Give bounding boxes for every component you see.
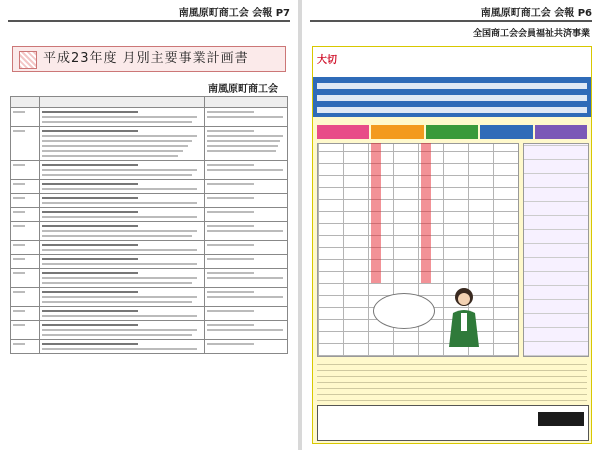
text-line (207, 343, 254, 345)
text-line (42, 310, 138, 312)
highlight-column (371, 143, 381, 283)
text-line (207, 258, 254, 260)
plan-tabs (317, 125, 587, 139)
table-cell (40, 269, 205, 288)
text-line (42, 202, 197, 204)
table-cell (40, 288, 205, 307)
text-line (42, 324, 138, 326)
text-line (13, 324, 25, 326)
table-cell (11, 208, 40, 222)
table-cell (11, 127, 40, 161)
insurance-flyer (312, 46, 592, 444)
table-cell (11, 108, 40, 127)
text-line (42, 111, 138, 113)
right-page (302, 0, 600, 450)
text-line (207, 111, 254, 113)
table-row (11, 288, 288, 307)
table-cell (40, 255, 205, 269)
text-line (13, 272, 25, 274)
table-cell (40, 208, 205, 222)
plan-tab (317, 125, 369, 139)
plan-tab (426, 125, 478, 139)
table-row (11, 194, 288, 208)
text-line (13, 343, 25, 345)
text-line (42, 150, 183, 152)
text-line (207, 324, 254, 326)
text-line (13, 291, 25, 293)
text-line (13, 111, 25, 113)
table-cell (205, 208, 288, 222)
text-line (42, 130, 138, 132)
text-line (42, 216, 197, 218)
table-cell (11, 194, 40, 208)
text-line (42, 140, 192, 142)
period-stripe (317, 95, 587, 101)
text-line (42, 188, 197, 190)
table-cell (205, 108, 288, 127)
page-subheader: 全国商工会会員福祉共済事業 (472, 29, 590, 39)
text-line (42, 272, 138, 274)
text-line (207, 140, 280, 142)
text-line (42, 329, 197, 331)
text-line (13, 197, 25, 199)
table-row (11, 161, 288, 180)
text-line (207, 116, 283, 118)
table-row (11, 108, 288, 127)
table-row (11, 127, 288, 161)
text-line (207, 225, 254, 227)
text-line (13, 183, 25, 185)
table-row (11, 241, 288, 255)
text-line (42, 258, 138, 260)
period-stripe (317, 83, 587, 89)
table-cell (205, 340, 288, 354)
text-line (207, 183, 254, 185)
table-cell (40, 108, 205, 127)
text-line (42, 183, 138, 185)
table-cell (11, 269, 40, 288)
table-cell (205, 222, 288, 241)
table-cell (40, 194, 205, 208)
table-cell (11, 161, 40, 180)
table-cell (205, 307, 288, 321)
plan-tab (480, 125, 532, 139)
text-line (207, 135, 283, 137)
table-cell (11, 180, 40, 194)
text-line (42, 235, 192, 237)
text-line (42, 343, 138, 345)
flyer-headline-band (313, 47, 591, 77)
text-line (42, 197, 138, 199)
plan-tab (535, 125, 587, 139)
header-cell (11, 97, 40, 108)
text-line (42, 135, 197, 137)
table-header-row (11, 97, 288, 108)
table-cell (40, 127, 205, 161)
period-stripe (317, 107, 587, 113)
page-header: 南風原町商工会 会報 P7 (178, 8, 290, 19)
text-line (207, 130, 254, 132)
organization-name: 南風原町商工会 (208, 84, 278, 95)
text-line (207, 145, 278, 147)
header-cell (40, 97, 205, 108)
table-cell (205, 288, 288, 307)
table-cell (205, 321, 288, 340)
text-line (42, 291, 138, 293)
speech-bubble (373, 293, 435, 329)
contact-box (317, 405, 589, 441)
text-line (207, 211, 254, 213)
text-line (42, 244, 138, 246)
text-line (13, 225, 25, 227)
table-cell (40, 241, 205, 255)
text-line (207, 329, 283, 331)
table-row (11, 321, 288, 340)
table-cell (205, 127, 288, 161)
text-line (42, 315, 197, 317)
person-illustration (443, 285, 485, 351)
text-line (207, 244, 254, 246)
table-cell (11, 222, 40, 241)
text-line (42, 334, 192, 336)
table-cell (40, 222, 205, 241)
table-row (11, 340, 288, 354)
table-row (11, 222, 288, 241)
text-line (42, 225, 138, 227)
table-cell (11, 321, 40, 340)
table-cell (205, 269, 288, 288)
text-line (13, 310, 25, 312)
text-line (207, 291, 254, 293)
table-row (11, 269, 288, 288)
text-line (207, 150, 276, 152)
text-line (207, 169, 283, 171)
text-line (13, 130, 25, 132)
table-cell (11, 288, 40, 307)
table-cell (205, 161, 288, 180)
header-rule (8, 20, 290, 22)
text-line (207, 230, 283, 232)
text-line (42, 121, 192, 123)
page-header: 南風原町商工会 会報 P6 (480, 8, 592, 19)
text-line (42, 116, 197, 118)
text-line (207, 310, 254, 312)
table-cell (40, 161, 205, 180)
table-cell (11, 307, 40, 321)
fine-print (317, 359, 587, 401)
table-cell (40, 340, 205, 354)
text-line (42, 249, 197, 251)
text-line (207, 296, 283, 298)
table-row (11, 255, 288, 269)
text-line (42, 174, 192, 176)
side-plan-table (523, 143, 589, 357)
table-row (11, 208, 288, 222)
flyer-period-band (313, 77, 591, 117)
header-cell (205, 97, 288, 108)
flyer-headline-accent: 大切 (317, 55, 337, 66)
text-line (42, 230, 197, 232)
text-line (42, 169, 197, 171)
text-line (42, 277, 197, 279)
table-cell (11, 255, 40, 269)
text-line (42, 301, 192, 303)
table-cell (11, 241, 40, 255)
text-line (13, 244, 25, 246)
text-line (42, 145, 188, 147)
left-page (0, 0, 298, 450)
table-cell (40, 180, 205, 194)
table-body (11, 108, 288, 354)
text-line (42, 211, 138, 213)
text-line (207, 197, 254, 199)
text-line (13, 164, 25, 166)
table-row (11, 180, 288, 194)
text-line (207, 164, 254, 166)
table-cell (40, 321, 205, 340)
text-line (207, 277, 283, 279)
highlight-column (421, 143, 431, 283)
schedule-table (10, 96, 288, 354)
text-line (207, 272, 254, 274)
text-line (42, 155, 178, 157)
table-cell (205, 180, 288, 194)
text-line (42, 164, 138, 166)
document-title: 平成23年度 月別主要事業計画書 (12, 46, 286, 72)
text-line (42, 282, 192, 284)
text-line (42, 348, 197, 350)
text-line (42, 296, 197, 298)
table-cell (205, 241, 288, 255)
text-line (13, 211, 25, 213)
table-cell (11, 340, 40, 354)
table-cell (40, 307, 205, 321)
table-cell (205, 255, 288, 269)
text-line (13, 258, 25, 260)
table-cell (205, 194, 288, 208)
table-row (11, 307, 288, 321)
text-line (42, 263, 197, 265)
header-rule (310, 20, 592, 22)
shokokai-logo (538, 412, 584, 426)
plan-tab (371, 125, 423, 139)
